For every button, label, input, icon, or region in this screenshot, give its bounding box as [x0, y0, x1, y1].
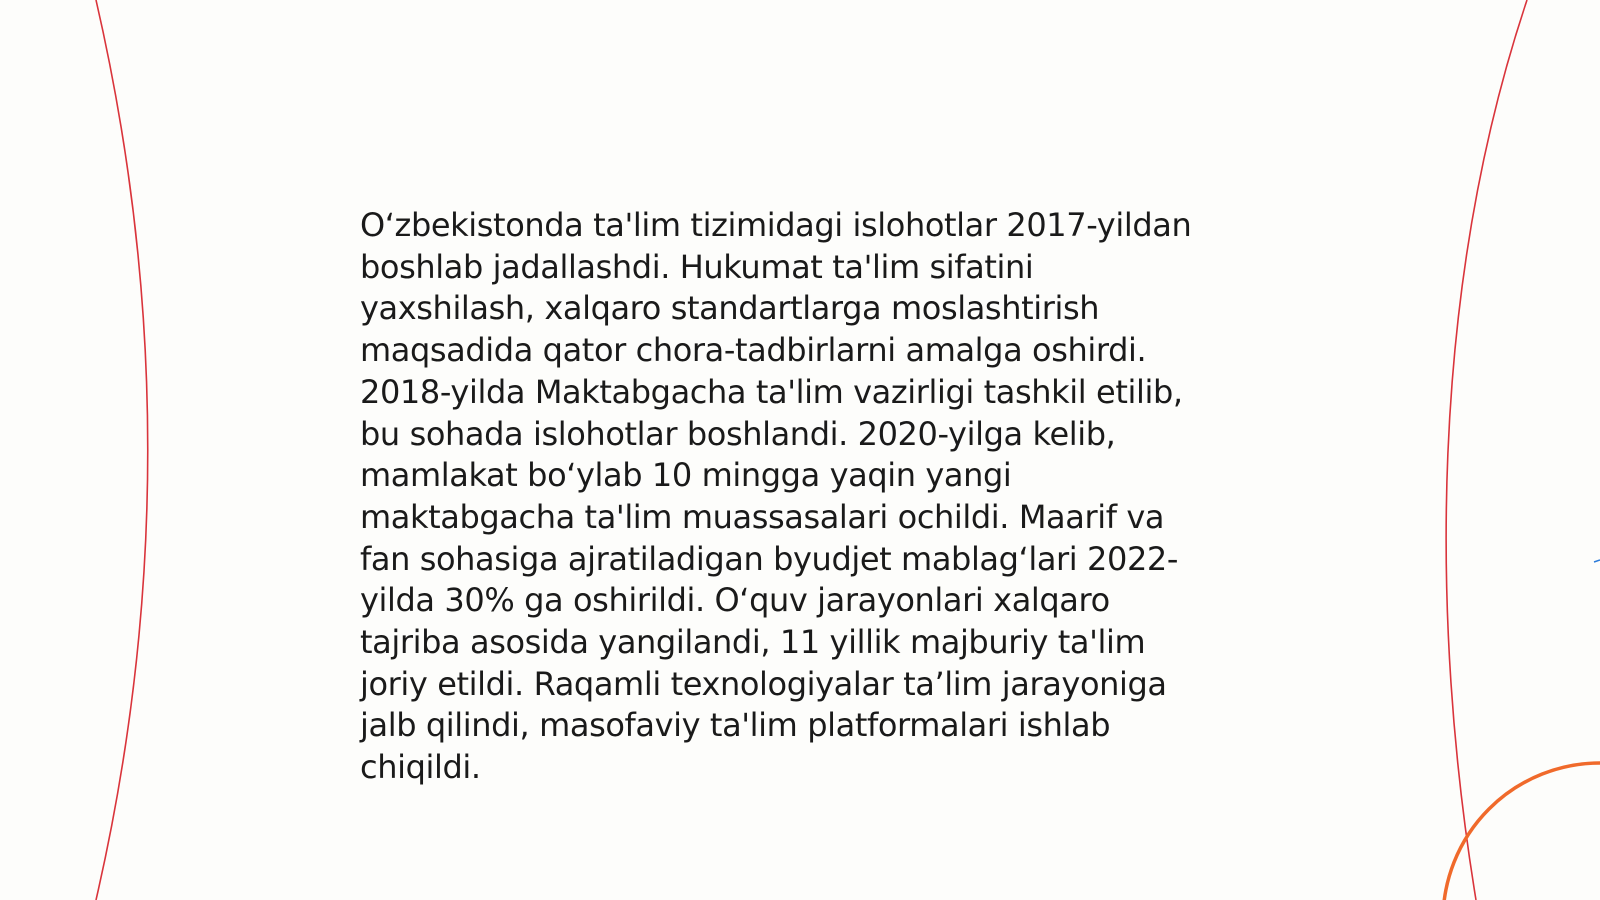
- paragraph-line: maqsadida qator chora-tadbirlarni amalga oshirdi.: [360, 331, 1147, 370]
- paragraph-line: mamlakat bo‘ylab 10 mingga yaqin yangi: [360, 456, 1012, 495]
- paragraph-line: chiqildi.: [360, 748, 481, 787]
- paragraph-line: jalb qilindi, masofaviy ta'lim platformalari ishlab: [360, 706, 1111, 745]
- small-accent-mark: [1594, 560, 1600, 562]
- paragraph-line: tajriba asosida yangilandi, 11 yillik majburiy ta'lim: [360, 623, 1146, 662]
- paragraph-line: joriy etildi. Raqamli texnologiyalar ta’lim jarayoniga: [360, 664, 1167, 703]
- left-curve-decoration: [96, 0, 148, 900]
- right-curve-decoration: [1446, 0, 1527, 900]
- paragraph-line: O‘zbekistonda ta'lim tizimidagi islohotlar 2017-yildan: [360, 206, 1192, 244]
- paragraph-line: bu sohada islohotlar boshlandi. 2020-yilga kelib,: [360, 414, 1116, 453]
- paragraph-line: yilda 30% ga oshirildi. O‘quv jarayonlari xalqaro: [360, 581, 1110, 620]
- paragraph-line: boshlab jadallashdi. Hukumat ta'lim sifatini: [360, 247, 1034, 286]
- paragraph-line: 2018-yilda Maktabgacha ta'lim vazirligi tashkil etilib,: [360, 372, 1183, 411]
- paragraph-line: fan sohasiga ajratiladigan byudjet mablag‘lari 2022-: [360, 539, 1179, 578]
- paragraph-line: maktabgacha ta'lim muassasalari ochildi. Maarif va: [360, 497, 1165, 536]
- body-paragraph: [360, 205, 1220, 789]
- paragraph-line: yaxshilash, xalqaro standartlarga moslashtirish: [360, 289, 1100, 328]
